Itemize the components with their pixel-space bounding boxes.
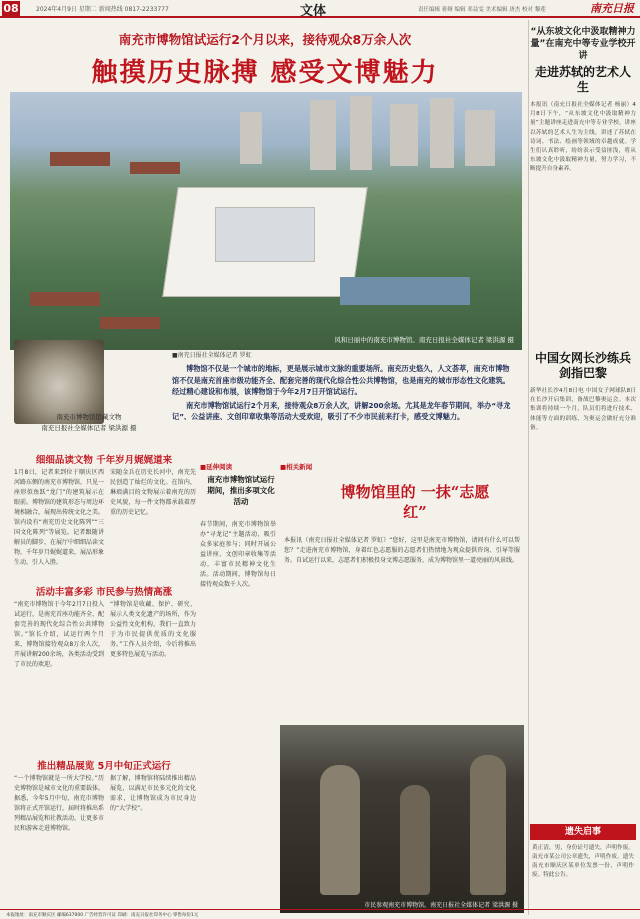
page-number: 08 [3,2,19,15]
exhibit-photo [280,725,524,913]
column-1-text-b: “南充市博物馆于今年2月7日投入试运行，是南充首座功能齐全、配套完善的现代化综合性公共博物馆。”馆长介绍，试运行两个月来，博物馆接待观众8万余人次，开展讲解200余场，各类活动受到了市民的欢迎。 [14,601,104,668]
issue-date: 2024年4月9日 星期二 新闻热线 0817-2233777 [36,6,169,13]
artifact-caption-line1: 南充市博物馆馆藏文物 [56,413,122,421]
artifact-photo-caption [14,412,164,434]
hero-photo-caption: 风和日丽中的南充市博物馆。南充日报社全媒体记者 梁洪源 摄 [334,336,514,344]
headline-kicker: 南充市博物馆试运行2个月以来，接待观众8万余人次 [118,32,412,47]
exhibit-photo-caption: 市民参观南充市博物馆。南充日报社全媒体记者 梁洪源 摄 [364,902,518,909]
volunteer-headline: 博物馆里的 一抹“志愿红” [340,483,490,521]
section-head-1: 细细品读文物 千年岁月娓娓道来 [35,455,173,466]
artifact-caption-line2: 南充日报社全媒体记者 梁洪源 摄 [41,424,137,432]
page-footer: 本报地址：南充市顺庆区 邮编637000 广告经营许可证 印刷：南充日报社印务中心 零售每份1元 [0,909,640,919]
right-subheadline: “从东坡文化中汲取精神力量”在南充中等专业学校开讲 [530,27,636,61]
headline-block [10,30,520,89]
lead-paragraph-2: 南充市博物馆试运行2个月来，接待观众8万余人次，讲解200余场。尤其是龙年春节期间，举办“寻龙记”、公益讲座、文创印章收集等活动大受欢迎，吸引了不少市民前来打卡，感受文博魅力。 [172,400,511,421]
column-1-text-a: 1月8日，记者来到位于顺庆区西河路东侧的南充市博物馆，只见一座形似鱼跃“龙门”的建筑展示在眼前。博物馆的建筑形态与周边环境相融合，展现出传统文化之美。馆内设有“南充历史文化陈列”“三国文化陈列”等展览。记者跟随讲解员的脚步，在展厅中细细品读文物，千年岁月娓娓道来，展品形象生动，引人入胜。 [14,469,104,566]
right-headline-2: 中国女网长沙练兵剑指巴黎 [534,351,631,380]
column-2-text-a: 宋随金兵在历史长河中，南充先民创造了灿烂的文化。在馆内，琳琅满目的文物展示着南充的历史风貌，每一件文物都承载着厚重的历史记忆。 [110,469,196,516]
right-article-2 [530,348,636,433]
lead-paragraph-1: 博物馆不仅是一个城市的地标，更是展示城市文脉的重要场所。南充历史悠久，人文荟萃，南充市博物馆不仅是南充首座市级功能齐全、配套完善的现代化综合性公共博物馆，也是南充的城市形态性文化建筑。经过精心建设和布展，该博物馆于今年2月7日开馆试运行。 [172,364,510,396]
section-head-2: 活动丰富多彩 市民参与热情高涨 [35,587,173,598]
sidebar-title: 南充市博物馆试运行期间，推出多项文化活动 [207,475,275,506]
right-article-2-text: 新华社长沙4月8日电 中国女子网球队8日在长沙开启集训，备战巴黎奥运会。本次集训将持续一个月，队员们将进行技术、体能等方面的训练，为奥运会做好充分准备。 [530,388,636,431]
column-2-text-b: “博物馆是收藏、保护、研究、展示人类文化遗产的场所，作为公益性文化机构，我们一直致力于为市民提供优质的文化服务。”工作人员介绍，今后将推出更多特色展览与活动。 [110,601,196,658]
section-title: 文体 [300,4,327,19]
column-1-text-c: “一个博物馆就是一所大学校。”历史博物馆是城市文化的重要载体。据悉，今年5月中旬，南充市博物馆将正式开馆运行，届时将推出系列精品展览和社教活动，让更多市民和游客走进博物馆。 [14,775,104,832]
notice-text: 黄正清，男，身份证号遗失，声明作废。南充市某公司公章遗失，声明作废。遗失南充市顺庆区某单位发票一份，声明作废。特此公告。 [532,845,634,878]
sidebar-text: 春节期间，南充市博物馆举办“寻龙记”主题活动，吸引众多家庭参与；同时开展公益讲座、文创印章收集等活动，丰富市民精神文化生活。活动期间，博物馆每日接待观众数千人次。 [200,521,276,588]
volunteer-text: 本报讯（南充日报社全媒体记者 罗虹）“您好，这里是南充市博物馆，请问有什么可以帮您？”走进南充市博物馆，身着红色志愿服的志愿者们热情地为观众提供咨询、引导等服务。自试运行以来，志愿者们积极投身文博志愿服务，成为博物馆里一道亮丽的风景线。 [284,537,520,564]
lead-paragraphs [172,350,512,421]
museum-aerial-photo [10,92,522,350]
masthead [0,0,640,18]
column-divider [528,20,529,915]
right-column [530,20,636,175]
notice-header: 遗失启事 [530,824,636,840]
newspaper-logo: 南充日报 [590,2,634,15]
sidebar-tag: ■延伸阅读 [200,463,233,471]
right-headline: 走进苏轼的艺术人生 [534,65,631,94]
lead-byline: ■南充日报社全媒体记者 罗虹 [172,352,252,359]
main-headline: 触摸历史脉搏 感受文博魅力 [91,58,439,88]
right-article-text: 本报讯（南充日报社全媒体记者 杨丽）4月8日下午，“从东坡文化中汲取精神力量”主题讲座走进南充中等专业学校。讲座以苏轼的艺术人生为主线，讲述了苏轼在诗词、书法、绘画等领域的卓越成就。学生们认真聆听，纷纷表示受益匪浅，将从东坡文化中汲取精神力量，努力学习，不断提升自身素养。 [530,102,636,173]
related-news-tag: ■相关新闻 [280,463,313,471]
section-head-3: 推出精品展览 5月中旬正式运行 [37,761,171,772]
column-2-text-c: 据了解，博物馆将陆续推出精品展览，以满足市民多元化的文化需求，让博物馆成为市民身边的“大学校”。 [110,775,196,812]
editor-credits: 责任编辑 蒋娅 编辑 邓益雯 美术编辑 唐杰 校对 黎莲 [418,7,546,13]
